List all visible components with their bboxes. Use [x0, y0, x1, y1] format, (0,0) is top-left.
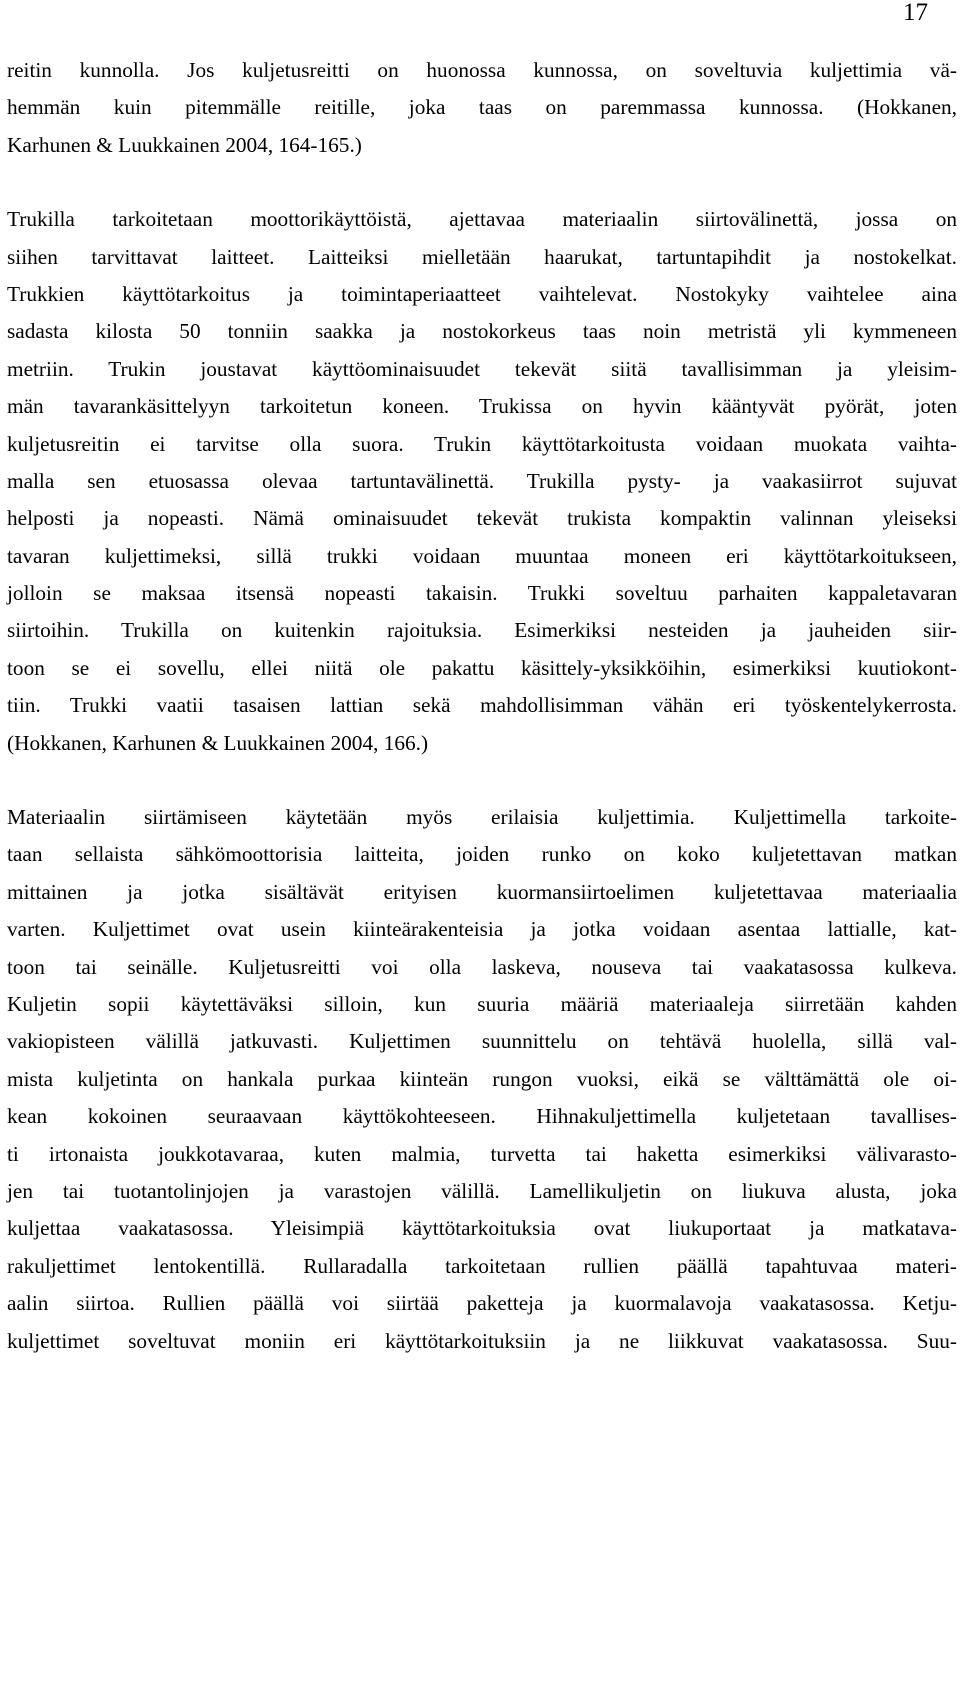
text-line: Karhunen & Luukkainen 2004, 164-165.)	[7, 132, 362, 157]
text-line: jolloin se maksaa itsensä nopeasti takaisin. Trukki soveltuu parhaiten kappaletavaran	[7, 581, 957, 606]
text-line: toon tai seinälle. Kuljetusreitti voi olla laskeva, nouseva tai vaakatasossa kulkeva.	[7, 954, 957, 979]
text-line: Kuljetin sopii käytettäväksi silloin, kun suuria määriä materiaaleja siirretään kahden	[7, 991, 957, 1016]
text-line: kuljettaa vaakatasossa. Yleisimpiä käyttötarkoituksia ovat liukuportaat ja matkatava-	[7, 1216, 957, 1241]
text-line: kean kokoinen seuraavaan käyttökohteeseen. Hihnakuljettimella kuljetetaan tavallises-	[7, 1104, 957, 1129]
text-line: siihen tarvittavat laitteet. Laitteiksi mielletään haarukat, tartuntapihdit ja nostokelkat.	[7, 244, 957, 269]
text-line: reitin kunnolla. Jos kuljetusreitti on huonossa kunnossa, on soveltuvia kuljettimia vä-	[7, 58, 957, 82]
text-line: helposti ja nopeasti. Nämä ominaisuudet tekevät trukista kompaktin valinnan yleiseksi	[7, 506, 957, 531]
page-number: 17	[903, 0, 928, 26]
text-line: vakiopisteen välillä jatkuvasti. Kuljettimen suunnittelu on tehtävä huolella, sillä val-	[7, 1029, 957, 1054]
text-line: siirtoihin. Trukilla on kuitenkin rajoituksia. Esimerkiksi nesteiden ja jauheiden siir-	[7, 618, 957, 643]
text-line: (Hokkanen, Karhunen & Luukkainen 2004, 166.)	[7, 730, 429, 755]
body-text	[7, 52, 957, 1360]
text-line: mittainen ja jotka sisältävät erityisen kuormansiirtoelimen kuljetettavaa materiaalia	[7, 879, 957, 904]
text-line: kuljetusreitin ei tarvitse olla suora. Trukin käyttötarkoitusta voidaan muokata vaihta-	[7, 431, 957, 456]
text-line: toon se ei sovellu, ellei niitä ole pakattu käsittely-yksikköihin, esimerkiksi kuutiokont-	[7, 655, 957, 680]
text-line: sadasta kilosta 50 tonniin saakka ja nostokorkeus taas noin metristä yli kymmeneen	[7, 319, 957, 344]
text-line: män tavarankäsittelyyn tarkoitetun koneen. Trukissa on hyvin kääntyvät pyörät, joten	[7, 394, 957, 419]
text-line: mista kuljetinta on hankala purkaa kiinteän rungon vuoksi, eikä se välttämättä ole oi-	[7, 1066, 957, 1091]
text-line: Trukilla tarkoitetaan moottorikäyttöistä, ajettavaa materiaalin siirtovälinettä, jossa on	[7, 207, 957, 232]
text-line: aalin siirtoa. Rullien päällä voi siirtää paketteja ja kuormalavoja vaakatasossa. Ketju-	[7, 1291, 957, 1316]
paragraph-gap	[7, 762, 957, 799]
text-line: malla sen etuosassa olevaa tartuntavälinettä. Trukilla pysty- ja vaakasiirrot sujuvat	[7, 468, 957, 493]
text-line: varten. Kuljettimet ovat usein kiinteärakenteisia ja jotka voidaan asentaa lattialle, kat-	[7, 917, 957, 942]
text-line: taan sellaista sähkömoottorisia laitteita, joiden runko on koko kuljetettavan matkan	[7, 842, 957, 867]
text-line: kuljettimet soveltuvat moniin eri käyttötarkoituksiin ja ne liikkuvat vaakatasossa. Suu-	[7, 1328, 957, 1353]
text-line: tavaran kuljettimeksi, sillä trukki voidaan muuntaa moneen eri käyttötarkoitukseen,	[7, 543, 957, 568]
text-line: tiin. Trukki vaatii tasaisen lattian sekä mahdollisimman vähän eri työskentelykerrosta.	[7, 693, 957, 718]
text-line: rakuljettimet lentokentillä. Rullaradalla tarkoitetaan rullien päällä tapahtuvaa materi-	[7, 1253, 957, 1278]
paragraph	[7, 201, 957, 762]
text-line: hemmän kuin pitemmälle reitille, joka taas on paremmassa kunnossa. (Hokkanen,	[7, 95, 957, 120]
paragraph	[7, 799, 957, 1360]
text-line: jen tai tuotantolinjojen ja varastojen välillä. Lamellikuljetin on liukuva alusta, joka	[7, 1178, 957, 1203]
paragraph	[7, 52, 957, 164]
text-line: ti irtonaista joukkotavaraa, kuten malmia, turvetta tai haketta esimerkiksi välivarasto-	[7, 1141, 957, 1166]
text-line: Materiaalin siirtämiseen käytetään myös erilaisia kuljettimia. Kuljettimella tarkoite-	[7, 805, 957, 830]
text-line: metriin. Trukin joustavat käyttöominaisuudet tekevät siitä tavallisimman ja yleisim-	[7, 356, 957, 381]
paragraph-gap	[7, 164, 957, 201]
text-line: Trukkien käyttötarkoitus ja toimintaperiaatteet vaihtelevat. Nostokyky vaihtelee aina	[7, 281, 957, 306]
